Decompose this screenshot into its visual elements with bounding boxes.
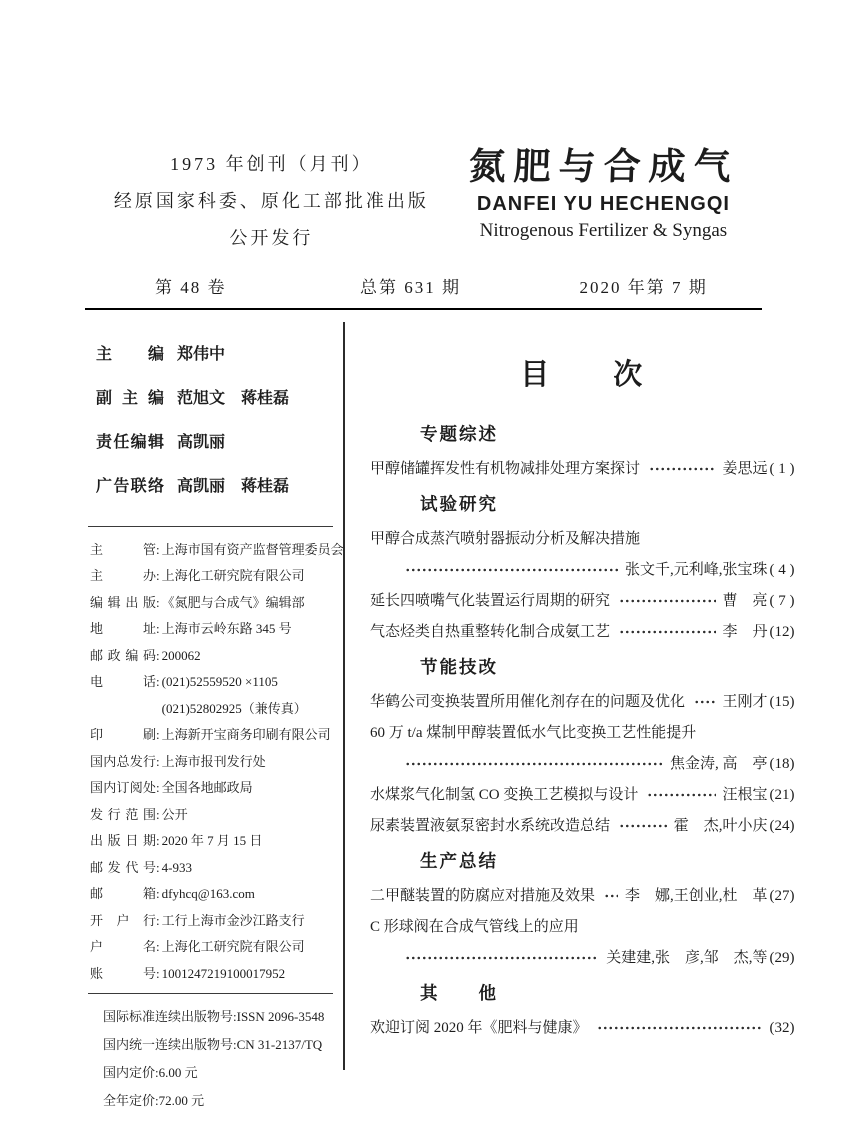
pub-info-value: 上海化工研究院有限公司 [161,939,305,955]
journal-title-chinese: 氮肥与合成气 [467,147,740,188]
pub-info-row [90,940,333,954]
dot-leader [649,467,716,471]
toc-article-title: C 形球阀在合成气管线上的应用 [370,918,579,935]
toc-section-heading: 试验研究 [420,493,498,514]
pub-info-label: 国内总发行 [90,753,156,769]
toc-article-page: (29) [769,949,795,966]
label-separator: : [156,541,160,557]
label-separator: : [156,647,160,663]
pub-info-row [90,834,333,848]
dot-leader [604,894,618,898]
pub-info-label: 开户行 [90,912,156,928]
pub-info-label: 国内订阅处 [90,780,156,796]
pub-info-value: 200062 [161,647,201,663]
pub-info-value: (021)52802925（兼传真） [161,700,307,716]
toc-article-page: ( 1 ) [769,460,795,477]
dot-leader [647,793,715,797]
label-separator: : [156,965,160,981]
label-separator: : [156,674,160,690]
editor-names: 范旭文 蒋桂磊 [177,389,290,407]
dot-leader [405,568,618,572]
pub-info-value: 上海化工研究院有限公司 [161,568,305,584]
editor-names: 高凯丽 [177,433,226,451]
editor-row [96,346,333,363]
pub-info-value: 上海市报刊发行处 [161,753,266,769]
pub-info-value: 工行上海市金沙江路支行 [161,912,305,928]
pub-info-row [90,755,333,769]
pub-info-label: 电话 [90,674,156,690]
pub-info-label: 邮政编码 [90,647,156,663]
pub-info-row [90,808,333,822]
dot-leader [619,599,716,603]
publication-info-block [88,541,344,981]
editor-names: 郑伟中 [177,345,226,363]
year-issue-number: 2020 年第 7 期 [579,277,708,297]
pub-info-label: 主办 [90,568,156,584]
toc-article-authors: 王刚才 [722,693,768,710]
toc-article-page: ( 4 ) [769,561,795,578]
toc-section-heading: 其 他 [420,982,498,1003]
journal-title-english: Nitrogenous Fertilizer & Syngas [479,219,728,241]
pub-info-label: 邮箱 [90,886,156,902]
toc-entry-continuation [370,950,795,967]
toc-article-title: 甲醇储罐挥发性有机物减排处理方案探讨 [370,460,641,477]
toc-article-authors: 关建建,张 彦,邹 杰,等 [606,949,768,966]
editor-row [96,434,333,451]
pub-info-label: 主管 [90,541,156,557]
pub-info-value: 2020 年 7 月 15 日 [161,833,263,849]
toc-article-title: 气态烃类自热重整转化制合成氨工艺 [370,623,611,640]
pub-info-value: 1001247219100017952 [161,965,286,981]
divider [88,526,333,527]
content-columns [85,322,795,1109]
pub-info-value: 上海市国有资产监督管理委员会 [161,541,344,557]
label-separator: : [156,780,160,796]
founding-line-2: 经原国家科委、原化工部批准出版 [113,190,429,211]
toc-article-authors: 焦金涛, 高 亭 [670,755,768,772]
toc-article-title: 延长四喷嘴气化装置运行周期的研究 [370,592,611,609]
toc-section-heading: 生产总结 [420,850,498,871]
toc-article-authors: 李 娜,王创业,杜 革 [625,887,768,904]
editor-role-label: 广告联络 [96,477,164,495]
dot-leader [619,824,667,828]
toc-article-title: 60 万 t/a 煤制甲醇装置低水气比变换工艺性能提升 [370,724,697,741]
pub-info-label: 地址 [90,621,156,637]
toc-article-authors: 李 丹 [722,623,768,640]
toc-article-page: (27) [769,887,795,904]
price-line: 国内定价:6.00 元 [103,1065,198,1081]
toc-article-page: (32) [769,1019,795,1036]
editors-block [88,322,333,524]
toc-section-heading: 专题综述 [420,423,498,444]
pub-info-row-continuation [90,702,333,716]
toc-article-title: 二甲醚装置的防腐应对措施及效果 [370,887,596,904]
pub-info-row [90,861,333,875]
toc-article-title: 水煤浆气化制氢 CO 变换工艺模拟与设计 [370,786,639,803]
dot-leader [597,1026,761,1030]
toc-article-authors: 霍 杰,叶小庆 [673,817,768,834]
editor-role-label: 责任编辑 [96,433,164,451]
label-separator: : [156,939,160,955]
pub-info-label [90,702,156,716]
dot-leader [405,956,599,960]
toc-article-authors: 张文千,元利峰,张宝珠 [625,561,768,578]
issn-pricing-block [88,1010,333,1108]
label-separator: : [156,806,160,822]
dot-leader [619,630,716,634]
pub-info-row [90,541,344,557]
pub-info-label: 账号 [90,965,156,981]
dot-leader [405,762,663,766]
pub-info-value: (021)52559520 ×1105 [161,674,278,690]
toc-entry [370,1020,795,1037]
pub-info-row [90,887,333,901]
toc-article-page: (15) [769,693,795,710]
cumulative-issue-number: 总第 631 期 [359,277,461,297]
toc-article-title: 尿素装置液氨泵密封水系统改造总结 [370,817,611,834]
toc-article-authors: 汪根宝 [722,786,768,803]
cn-number-line: 国内统一连续出版物号:CN 31-2137/TQ [103,1037,323,1053]
toc-article-title: 甲醇合成蒸汽喷射器振动分析及解决措施 [370,530,641,547]
label-separator: : [156,727,160,743]
toc-entry [370,725,795,742]
toc-article-page: (12) [769,623,795,640]
toc-entry [370,818,795,835]
pub-info-row [90,649,333,663]
divider [88,993,333,994]
pub-info-row [90,781,333,795]
toc-entry [370,624,795,641]
editor-role-label: 副主编 [96,389,164,407]
pub-info-label: 印刷 [90,727,156,743]
toc-column [343,322,795,1070]
label-separator: : [156,886,160,902]
editor-names: 高凯丽 蒋桂磊 [177,477,290,495]
volume-issue-line [86,273,762,298]
masthead-header [0,0,850,257]
founding-line-1: 1973 年创刊（月刊） [170,154,373,174]
pub-info-row [90,596,333,610]
editor-row [96,478,333,495]
toc-entry [370,593,795,610]
masthead-column [85,322,344,1109]
label-separator: : [156,859,160,875]
journal-title-pinyin: DANFEI YU HECHENGQI [476,192,730,215]
label-separator: : [156,568,160,584]
label-separator: : [156,594,160,610]
pub-info-row [90,622,333,636]
toc-entry [370,694,795,711]
label-separator: : [156,753,160,769]
header-rule [85,308,762,310]
pub-info-row [90,569,333,583]
dot-leader [694,700,716,704]
toc-entry [370,531,795,548]
label-separator: : [156,912,160,928]
pub-info-row [90,728,333,742]
pub-info-value: 《氮肥与合成气》编辑部 [161,594,305,610]
pub-info-value: 上海新开宝商务印刷有限公司 [161,727,331,743]
pub-info-value: 全国各地邮政局 [161,780,253,796]
pub-info-label: 编辑出版 [90,594,156,610]
pub-info-label: 户名 [90,939,156,955]
toc-entry-continuation [370,562,795,579]
toc-article-authors: 曹 亮 [722,592,768,609]
editor-role-label: 主编 [96,345,164,363]
issn-line: 国际标准连续出版物号:ISSN 2096-3548 [103,1009,325,1025]
toc-section-heading: 节能技改 [420,656,498,677]
toc-entry [370,919,795,936]
editor-row [96,390,333,407]
toc-article-authors: 姜思远 [722,460,768,477]
pub-info-row [90,675,333,689]
toc-article-page: (21) [769,786,795,803]
founding-info [98,146,445,257]
volume-number: 第 48 卷 [155,277,227,297]
toc-title: 目 次 [520,358,645,391]
pub-info-value: 公开 [161,806,188,822]
toc-entry [370,461,795,478]
pub-info-value: 4-933 [161,859,192,875]
pub-info-label: 发行范围 [90,806,156,822]
annual-price-line: 全年定价:72.00 元 [103,1093,205,1109]
pub-info-row [90,914,333,928]
founding-line-3: 公开发行 [229,227,314,248]
toc-entry [370,888,795,905]
pub-info-value: dfyhcq@163.com [161,886,255,902]
toc-entry-continuation [370,756,795,773]
pub-info-label: 出版日期 [90,833,156,849]
pub-info-value: 上海市云岭东路 345 号 [161,621,292,637]
toc-article-page: (18) [769,755,795,772]
pub-info-row [90,967,333,981]
toc-entry [370,787,795,804]
toc-article-page: ( 7 ) [769,592,795,609]
label-separator: : [156,621,160,637]
label-separator: : [156,833,160,849]
toc-article-page: (24) [769,817,795,834]
journal-title-block [445,146,762,257]
pub-info-label: 邮发代号 [90,859,156,875]
toc-article-title: 欢迎订阅 2020 年《肥料与健康》 [370,1019,588,1036]
toc-article-title: 华鹤公司变换装置所用催化剂存在的问题及优化 [370,693,686,710]
